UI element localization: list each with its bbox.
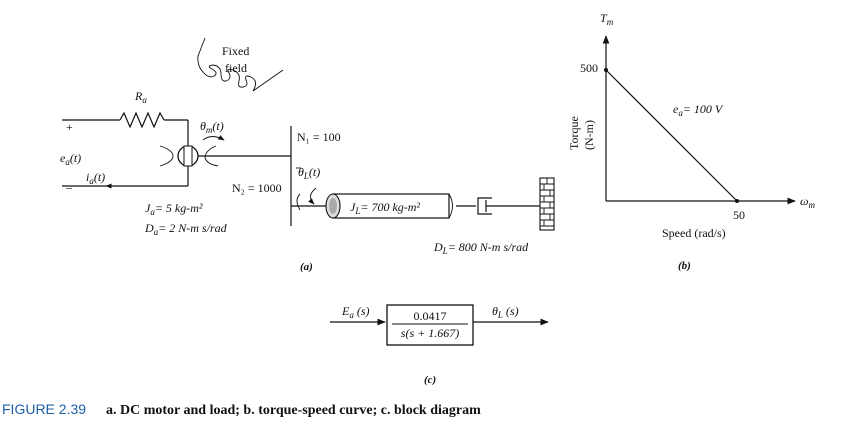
- y-axis-title-1: Torque: [567, 116, 581, 150]
- da-label: $D_a= 2$ N-m s/rad: [145, 221, 227, 237]
- x-axis-title: Speed (rad/s): [662, 226, 726, 240]
- x-tick-label: 50: [733, 208, 745, 222]
- torque-speed-chart: [567, 11, 815, 272]
- figure-b-label: (b): [678, 260, 691, 272]
- plus-sign: +: [66, 120, 73, 134]
- tf-numerator: 0.0417: [413, 309, 447, 323]
- jl-label: $J_L= 700$ kg-m²: [350, 200, 421, 216]
- ja-label: $J_a= 5$ kg-m²: [145, 201, 203, 217]
- caption-text: a. DC motor and load; b. torque-speed curve; c. block diagram: [106, 403, 481, 418]
- y-axis-title-2: (N-m): [582, 120, 596, 150]
- data-point: [735, 199, 739, 203]
- figure-caption: [2, 401, 481, 418]
- theta-m-label: $\theta_m(t)$: [200, 119, 224, 135]
- y-axis-symbol: $T_m$: [600, 11, 614, 27]
- minus-sign: _: [66, 176, 72, 190]
- figure-a-label: (a): [300, 261, 313, 273]
- fixed-field-label-2: field: [225, 61, 247, 75]
- fixed-wall-icon: [540, 178, 554, 230]
- n2-label: N₂ = 1000: [232, 181, 282, 195]
- n1-label: N₁ = 100: [297, 130, 341, 144]
- ia-label: $i_a(t)$: [86, 170, 106, 186]
- fixed-field-label-1: Fixed: [222, 44, 250, 58]
- tf-denominator: s(s + 1.667): [400, 326, 460, 340]
- motor-load-diagram: [60, 38, 554, 273]
- ea-label: $e_a(t)$: [60, 151, 82, 167]
- figure-c-label: (c): [424, 374, 437, 386]
- data-point: [604, 68, 608, 72]
- caption-label: FIGURE 2.39: [2, 401, 87, 417]
- block-diagram: [330, 304, 548, 386]
- y-tick-label: 500: [580, 61, 598, 75]
- resistor-ra-icon: [120, 113, 164, 127]
- curve-label: $e_a= 100$ V: [673, 102, 723, 118]
- x-axis-symbol: $\omega_m$: [800, 194, 815, 210]
- theta-l-label: $\theta_L(t)$: [298, 165, 321, 181]
- ra-label: $R_a$: [135, 89, 147, 105]
- output-label: $\theta_L$ (s): [492, 304, 519, 320]
- dl-label: $D_L= 800$ N-m s/rad: [434, 240, 529, 256]
- input-label: $E_a$ (s): [342, 304, 370, 320]
- torque-speed-line: [606, 70, 737, 201]
